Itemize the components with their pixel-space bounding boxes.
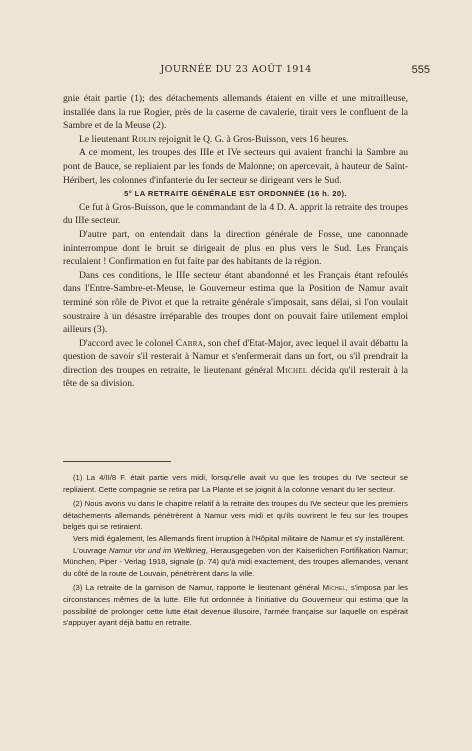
footnote-2-hospital: Vers midi également, les Allemands firent irruption à l'Hôpital militaire de Namur et s'y installèrent. [73,533,405,543]
text-segment: décida qu'il resterait à la tête de sa division. [63,364,408,390]
section-heading: 5° LA RETRAITE GÉNÉRALE EST ORDONNÉE (16 h. 20). [124,189,347,199]
page-number: 555 [411,64,430,76]
running-header [0,64,472,76]
text-segment: D'accord avec le colonel [79,337,176,349]
body-text [63,92,408,391]
text-segment: L'ouvrage [73,545,110,555]
text-segment: (3) La retraite de la garnison de Namur, rapporte le lieutenant général [73,583,323,593]
paragraph-gros-buisson: Ce fut à Gros-Buisson, que le commandant de la 4 D. A. apprit la retraite des troupes du IIIe secteur. [63,201,408,227]
text-segment: rejoignit le Q. G. à Gros-Buisson, vers 16 heures. [156,133,349,145]
footnotes [63,472,408,632]
person-name: Rolin [131,133,157,145]
paragraph-sectors: A ce moment, les troupes des IIIe et IVe secteurs qui avaient franchi la Sambre au pont de Bauce, se repliaient par les fonds de Malonne; on apercevait, à hauteur de Saint-Héribert, les colonnes d'infanterie du Ier secteur se dirigeant vers le Sud. [63,147,408,186]
person-name: Michel [276,364,308,376]
paragraph-conditions: Dans ces conditions, le IIIe secteur étant abandonné et les Français étant refoulés dans l'Entre-Sambre-et-Meuse, le Gouverneur estima que la Position de Namur avait terminé son rôle de Pivot et que la retraite générale s'imposait, sans délai, si l'on voulait soustraire à un désastre irréparable des troupes dont on pouvait faire utilement emploi ailleurs (3). [63,269,408,336]
person-name: Cabra [175,337,204,349]
paragraph-continuation: gnie était partie (1); des détachements allemands étaient en ville et une mitrailleuse, installée dans la rue Rogier, près de la caserne de cavalerie, tirait vers le confluent de la Sambre et de la Meuse (2). [63,93,408,132]
footnote-2-ouvrage [63,545,408,580]
footnote-1: (1) La 4/II/8 F. était partie vers midi, lorsqu'elle avait vu que les troupes du IVe secteur se repliaient. Cette compagnie se retira par La Plante et se joignit à la colonne venant du Ier secteur. [63,473,408,494]
text-segment: , Herausgegeben von der Kaiserlichen Fortifikation Namur; München, Piper - Verlag 1918, signale (p. 74) qu'à midi exactement, des troupes allemandes, venant du côté de la route de Louvain, pénétrèrent dans la ville. [63,545,408,578]
text-segment: Le lieutenant [79,133,132,145]
text-segment: , s'imposa par les circonstances mêmes de la lutte. Elle fut ordonnée à l'initiative du Gouverneur qui estima que la possibilité de prolonger cette lutte était devenue illusoire, l'armée française sur laquelle on espérait s'appuyer ayant déjà battu en retraite. [63,583,408,628]
paragraph-rolin [63,133,408,147]
paragraph-accord [63,337,408,391]
running-title: JOURNÉE DU 23 AOÛT 1914 [160,64,312,75]
paragraph-fosse: D'autre part, on entendait dans la direction générale de Fosse, une canonnade ininterrompue dont le bruit se dirigeait de plus en plus vers le Sud. Les Français reculaient ! Confirmation en fut faite par des habitants de la région. [63,228,408,268]
text-segment: , son chef d'Etat-Major, avec lequel il avait débattu la question de savoir s'il resterait à Namur et s'enfermerait dans un fort, ou s'il prendrait la direction des troupes en retraite, le lieutenant général [63,337,408,376]
footnote-3 [63,582,408,628]
footnote-rule [63,461,171,462]
book-title: Namur vor und im Weltkrieg [109,545,206,555]
person-name: Michel [322,583,346,593]
footnote-2: (2) Nous avons vu dans le chapitre relatif à la retraite des troupes du IVe secteur que les premiers détachements allemands pénétrèrent à Namur vers midi et qu'ils ouvrirent le feu sur les troupes belges qui se retiraient. [63,499,408,532]
